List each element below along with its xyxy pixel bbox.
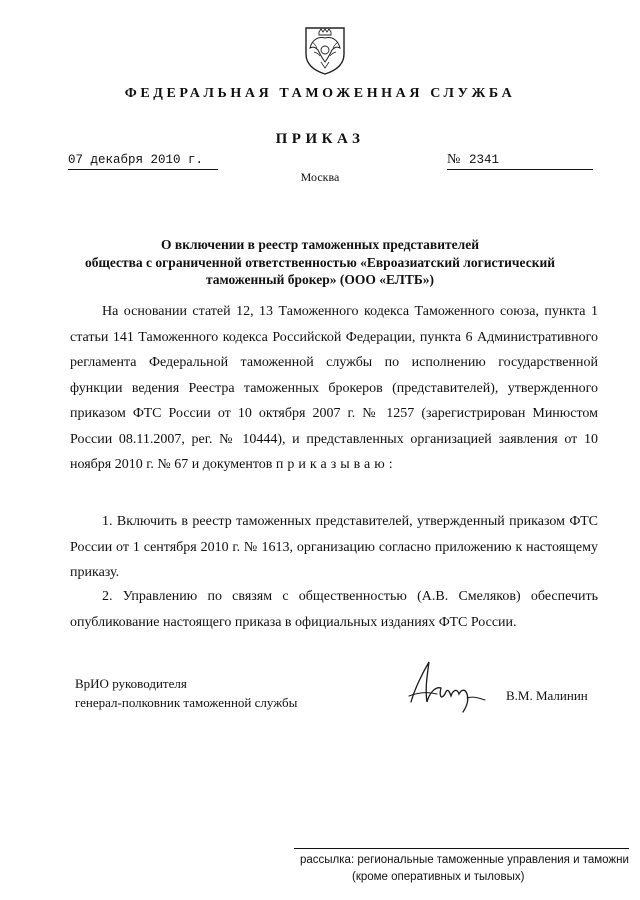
- order-item-2: 2. Управлению по связям с общественностью (А.В. Смеляков) обеспечить опубликование настоящего приказа в официальных изданиях ФТС России.: [70, 589, 598, 630]
- order-word: приказываю:: [275, 457, 397, 472]
- preamble-paragraph: [70, 299, 598, 478]
- signatory-position: [75, 674, 297, 712]
- title-line: О включении в реестр таможенных представителей: [161, 237, 479, 252]
- order-title: [60, 236, 580, 289]
- order-number-value: 2341: [469, 153, 500, 167]
- order-item-1: 1. Включить в реестр таможенных представителей, утвержденный приказом ФТС России от 1 сентября 2010 г. № 1613, организацию согласно приложению к настоящему приказу.: [70, 514, 598, 580]
- agency-name: ФЕДЕРАЛЬНАЯ ТАМОЖЕННАЯ СЛУЖБА: [124, 86, 516, 101]
- distribution-line: (кроме оперативных и тыловых): [352, 871, 525, 883]
- coat-of-arms-icon: [302, 22, 348, 76]
- position-line: ВрИО руководителя: [75, 676, 187, 691]
- order-number: [447, 151, 593, 170]
- number-sign: №: [447, 152, 461, 167]
- distribution-note: [294, 848, 629, 883]
- distribution-line: рассылка: региональные таможенные управления и таможни: [300, 854, 629, 866]
- city: Москва: [300, 170, 340, 184]
- signatory-name: В.М. Малинин: [506, 688, 588, 703]
- document-type: ПРИКАЗ: [275, 131, 365, 147]
- title-line: таможенный брокер» (ООО «ЕЛТБ»): [205, 272, 435, 287]
- title-line: общества с ограниченной ответственностью «Евроазиатский логистический: [84, 254, 556, 270]
- position-line: генерал-полковник таможенной службы: [75, 695, 298, 710]
- preamble-text: На основании статей 12, 13 Таможенного кодекса Таможенного союза, пункта 1 статьи 141 Таможенного кодекса Российской Федерации, пункта 6 Административного регламента Федеральной таможенной службы по исполнению государственной функции ведения Реестра таможенных брокеров (представителей), утвержденного приказом ФТС России от 10 октября 2007 г. № 1257 (зарегистрирован Минюстом России 08.11.2007, рег. № 10444), и представленных организацией заявления от 10 ноября 2010 г. № 67 и документов: [70, 304, 598, 472]
- order-date: 07 декабря 2010 г.: [68, 151, 218, 170]
- handwritten-signature: [405, 658, 489, 714]
